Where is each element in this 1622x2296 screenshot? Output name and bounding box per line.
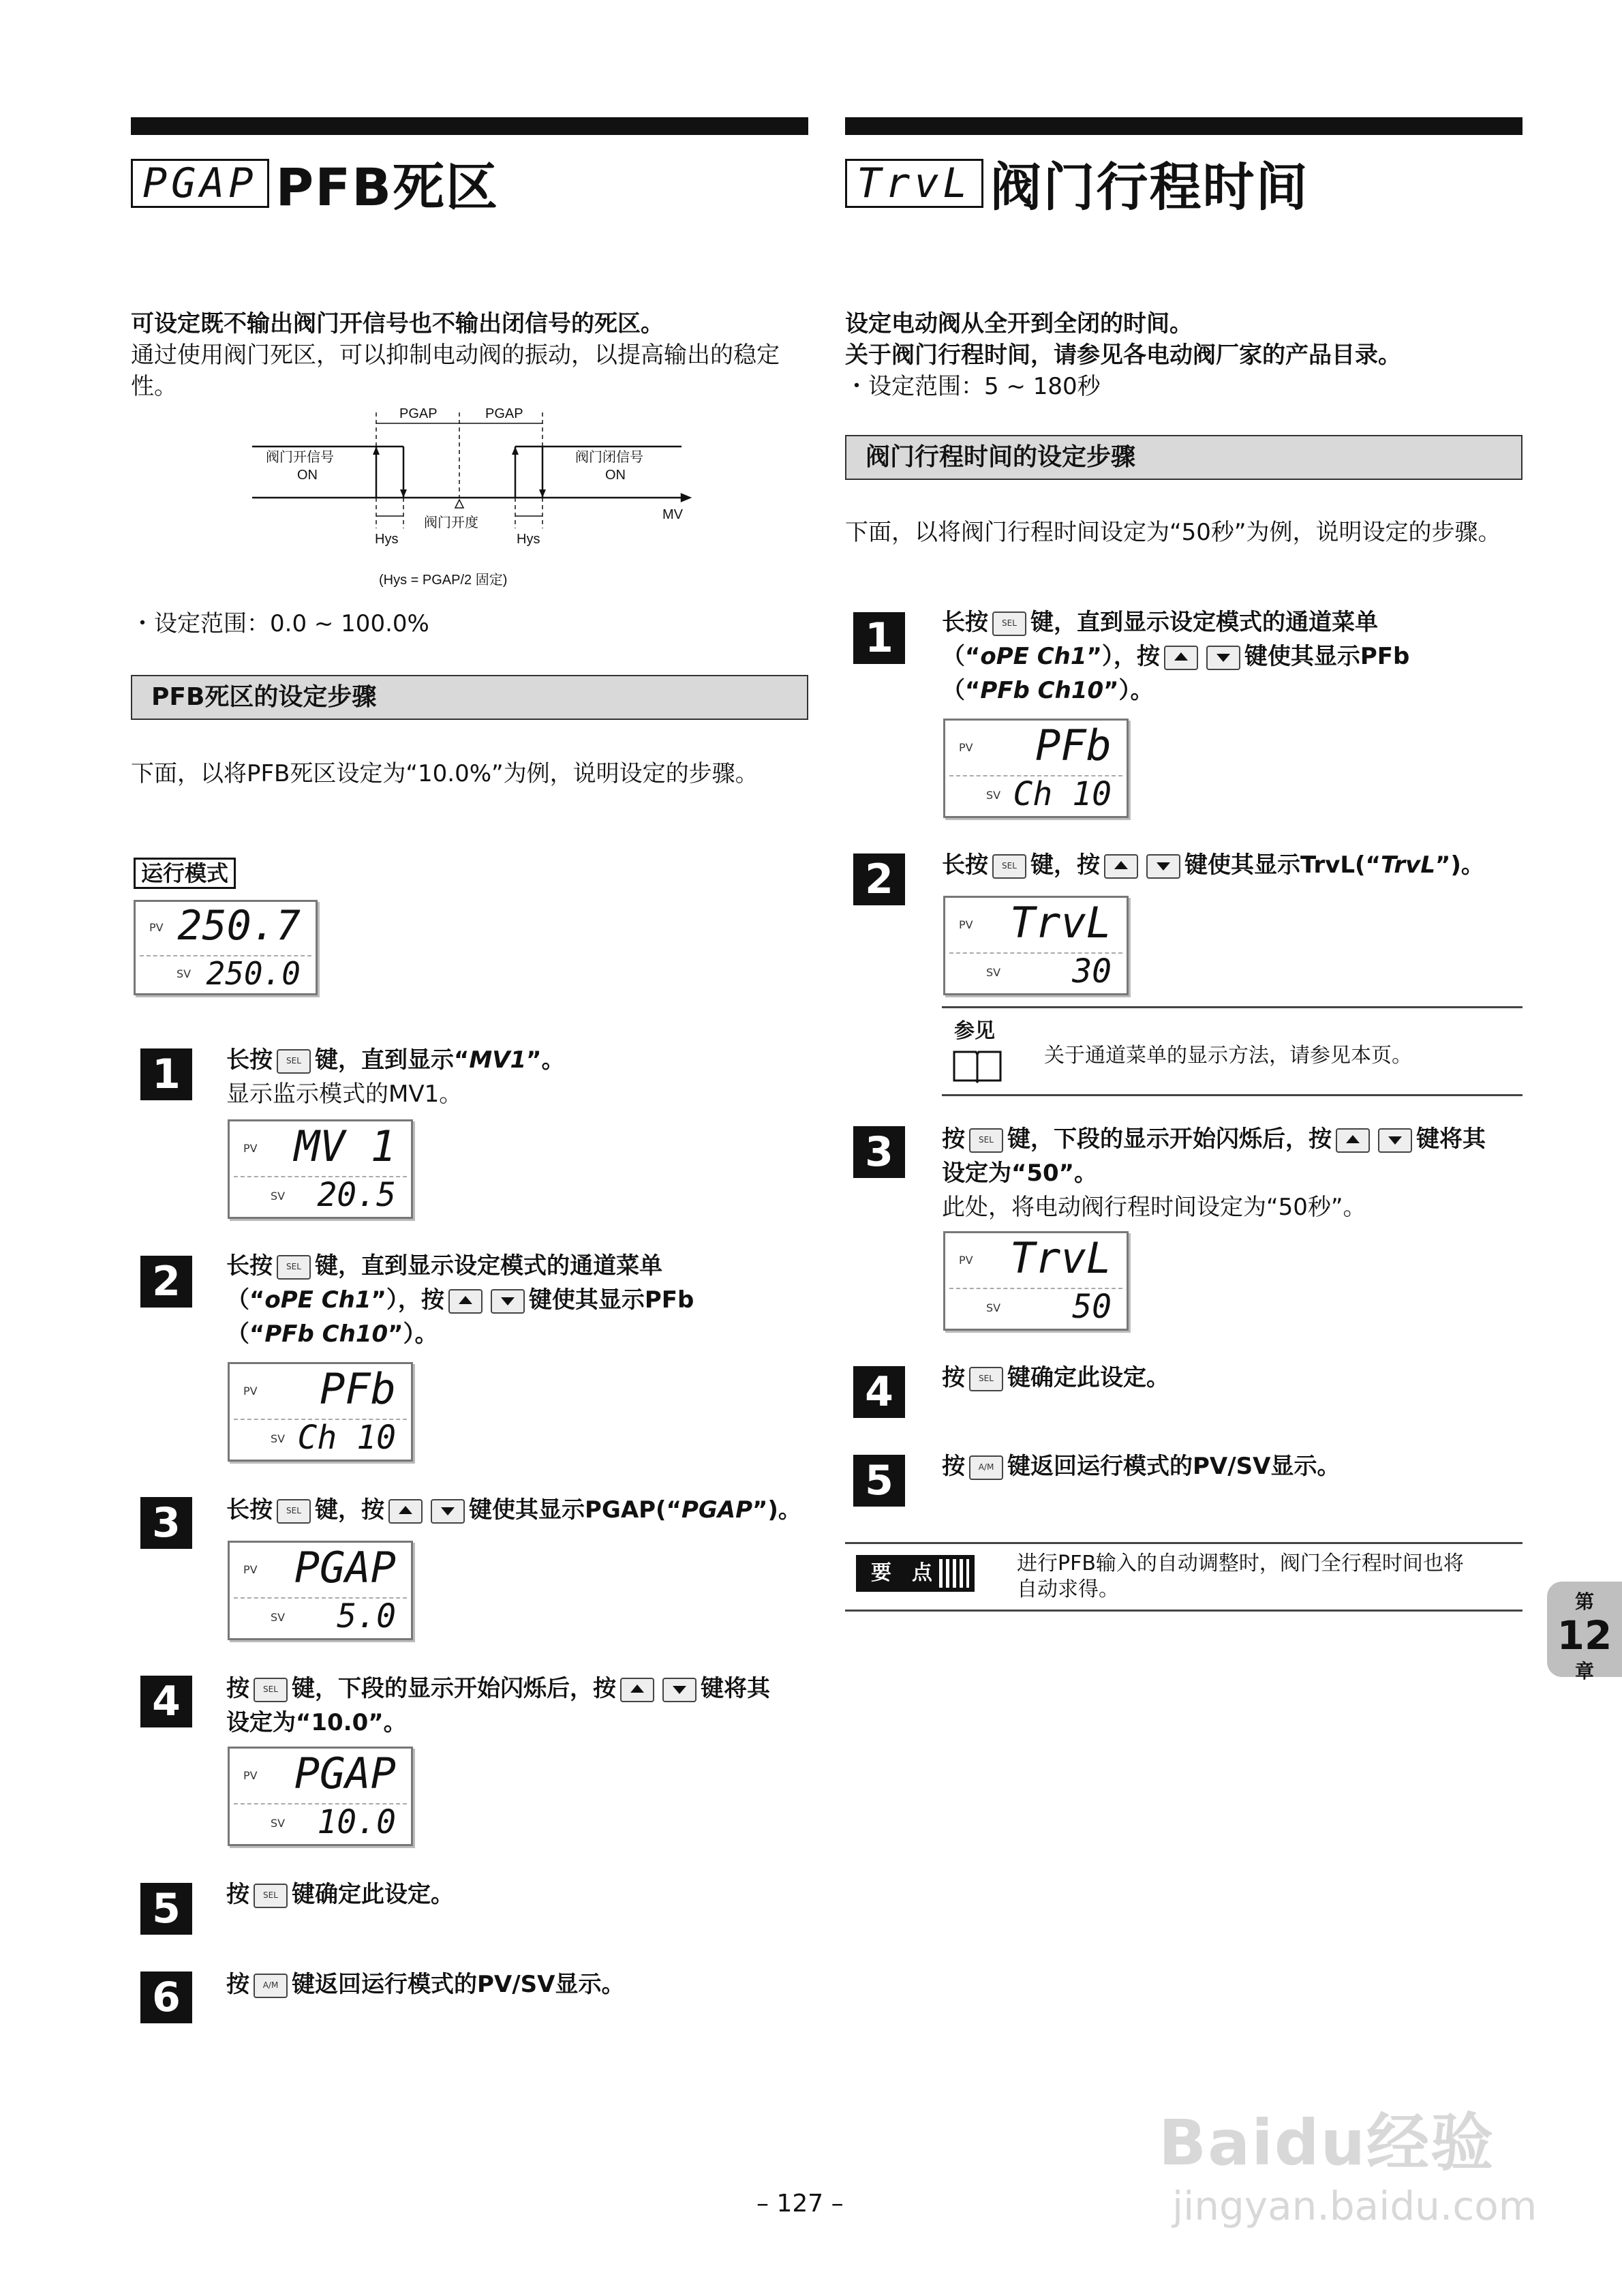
sel-key-icon: SEL xyxy=(277,1255,311,1280)
up-key-icon xyxy=(620,1678,654,1702)
sv-value: 30 xyxy=(1072,952,1112,991)
up-key-icon xyxy=(1164,646,1198,670)
open-signal-on: ON xyxy=(297,468,318,483)
mv-label: MV xyxy=(662,507,683,522)
pv-value: PGAP xyxy=(294,1749,396,1798)
left-intro-bold: 可设定既不输出阀门开信号也不输出闭信号的死区。 xyxy=(131,310,664,337)
pgap-left-label: PGAP xyxy=(399,406,438,421)
watermark-main: Baidu经验 xyxy=(1159,2106,1495,2179)
pgap-right-label: PGAP xyxy=(485,406,523,421)
diagram-caption: (Hys = PGAP/2 固定) xyxy=(379,573,508,588)
down-key-icon xyxy=(1378,1128,1412,1153)
point-stripes-icon xyxy=(939,1559,969,1588)
pv-value: PGAP xyxy=(294,1543,396,1592)
pv-value: 250.7 xyxy=(177,902,301,950)
step-5-text: 按 SEL 键确定此设定。 xyxy=(226,1881,454,1908)
sel-key-icon: SEL xyxy=(254,1678,288,1702)
pv-value: MV 1 xyxy=(294,1121,396,1171)
pgap-code-tag: PGAP xyxy=(131,159,269,208)
step-1-display: PV MV 1 SV 20.5 xyxy=(228,1119,413,1219)
step-number: 4 xyxy=(853,1366,905,1418)
close-signal-label: 阀门闭信号 xyxy=(575,450,643,465)
mv-axis-arrow xyxy=(682,494,690,501)
step-2-display: PV PFb SV Ch 10 xyxy=(228,1362,413,1462)
step-number: 2 xyxy=(140,1256,192,1308)
step-4-text: 按 SEL 键，下段的显示开始闪烁后，按 键将其 设定为“10.0”。 xyxy=(226,1675,770,1736)
valve-position-marker xyxy=(455,500,463,508)
left-intro xyxy=(131,308,806,402)
sel-key-icon: SEL xyxy=(277,1049,311,1074)
up-key-icon xyxy=(1104,854,1138,879)
reference-text: 关于通道菜单的显示方法，请参见本页。 xyxy=(1044,1044,1412,1068)
down-key-icon xyxy=(1146,854,1180,879)
left-title-rule xyxy=(131,117,808,135)
pv-value: TrvL xyxy=(1009,1233,1112,1283)
am-key-icon: A/M xyxy=(969,1455,1003,1480)
pv-value: PFb xyxy=(320,1364,396,1414)
step-3-display: PV PGAP SV 5.0 xyxy=(228,1541,413,1640)
left-title-text: PFB死区 xyxy=(275,157,500,217)
right-section-header: 阀门行程时间的设定步骤 xyxy=(845,435,1522,480)
sv-value: 5.0 xyxy=(337,1597,396,1635)
pv-label: PV xyxy=(149,921,164,934)
sel-key-icon: SEL xyxy=(969,1128,1003,1153)
step-2-text: 长按 SEL 键，直到显示设定模式的通道菜单 （“oPE Ch1”），按 键使其显示PFb （“PFb Ch10”）。 xyxy=(226,1252,694,1348)
right-step-1-display: PV PFb SV Ch 10 xyxy=(943,719,1129,818)
down-key-icon xyxy=(431,1499,465,1524)
hys-right-label: Hys xyxy=(517,532,540,547)
right-title-rule xyxy=(845,117,1522,135)
close-signal-on: ON xyxy=(605,468,626,483)
sv-value: Ch 10 xyxy=(1013,775,1112,813)
down-key-icon xyxy=(662,1678,697,1702)
step-number: 2 xyxy=(853,854,905,905)
valve-position-label: 阀门开度 xyxy=(424,515,478,530)
step-number: 1 xyxy=(853,612,905,664)
reference-note xyxy=(942,1006,1522,1096)
hys-left-label: Hys xyxy=(375,532,399,547)
run-mode-label: 运行模式 xyxy=(134,858,236,889)
page-number: – 127 – xyxy=(756,2190,844,2218)
sel-key-icon: SEL xyxy=(992,611,1026,636)
reference-label: 参见 xyxy=(954,1019,995,1043)
right-intro: 设定电动阀从全开到全闭的时间。 关于阀门行程时间，请参见各电动阀厂家的产品目录。 ・设定范围：5 ~ 180秒 xyxy=(845,310,1401,400)
sv-value: 250.0 xyxy=(206,955,301,992)
sel-key-icon: SEL xyxy=(277,1499,311,1524)
sv-value-blinking: 10.0 xyxy=(317,1803,396,1841)
down-key-icon xyxy=(491,1289,525,1314)
step-number: 6 xyxy=(140,1972,192,2023)
sel-key-icon: SEL xyxy=(969,1367,1003,1391)
right-step-2-text: 长按 SEL 键，按 键使其显示TrvL(“TrvL”)。 xyxy=(942,851,1484,879)
step-3-text: 长按 SEL 键，按 键使其显示PGAP(“PGAP”)。 xyxy=(226,1496,801,1524)
pv-value: PFb xyxy=(1035,721,1112,770)
right-step-4-text: 按 SEL 键确定此设定。 xyxy=(942,1364,1169,1391)
down-key-icon xyxy=(1206,646,1240,670)
run-mode-display xyxy=(134,900,318,995)
step-1-text: 长按 SEL 键，直到显示“MV1”。 显示监示模式的MV1。 xyxy=(226,1046,565,1108)
pv-value: TrvL xyxy=(1009,898,1112,948)
trvl-code-tag: TrvL xyxy=(845,159,983,208)
left-example: 下面，以将PFB死区设定为“10.0%”为例，说明设定的步骤。 xyxy=(131,760,759,787)
right-title-text: 阀门行程时间 xyxy=(990,157,1309,217)
right-step-3-text: 按 SEL 键，下段的显示开始闪烁后，按 键将其 设定为“50”。 此处，将电动阀行程时间设定为“50秒”。 xyxy=(942,1126,1486,1221)
up-key-icon xyxy=(388,1499,423,1524)
sv-value: Ch 10 xyxy=(297,1419,396,1457)
chapter-tab-top: 第 xyxy=(1574,1590,1594,1613)
step-1-sub: 显示监示模式的MV1。 xyxy=(226,1081,463,1108)
chapter-tab-bottom: 章 xyxy=(1574,1660,1594,1682)
left-intro-text: 通过使用阀门死区，可以抑制电动阀的振动，以提高输出的稳定性。 xyxy=(131,342,780,400)
sv-value-blinking: 50 xyxy=(1072,1288,1112,1326)
sel-key-icon: SEL xyxy=(254,1884,288,1908)
point-box xyxy=(845,1542,1522,1612)
left-section-header: PFB死区的设定步骤 xyxy=(131,675,808,720)
point-label: 要 点 xyxy=(856,1555,975,1592)
step-number: 1 xyxy=(140,1048,192,1100)
baidu-watermark xyxy=(1159,2093,1537,2229)
step-number: 5 xyxy=(853,1455,905,1507)
point-text: 进行PFB输入的自动调整时，阀门全行程时间也将 自动求得。 xyxy=(1017,1552,1464,1601)
left-range: ・设定范围：0.0 ~ 100.0% xyxy=(131,610,429,637)
up-key-icon xyxy=(1336,1128,1370,1153)
open-signal-label: 阀门开信号 xyxy=(266,450,334,465)
right-step-3-display: PV TrvL SV 50 xyxy=(943,1231,1129,1331)
step-number: 3 xyxy=(853,1126,905,1178)
pgap-deadband-diagram xyxy=(245,399,709,596)
step-number: 4 xyxy=(140,1676,192,1727)
am-key-icon: A/M xyxy=(254,1974,288,1998)
left-title xyxy=(131,146,499,220)
right-step-3-sub: 此处，将电动阀行程时间设定为“50秒”。 xyxy=(942,1194,1366,1221)
step-6-text: 按 A/M 键返回运行模式的PV/SV显示。 xyxy=(226,1971,625,1998)
up-key-icon xyxy=(448,1289,483,1314)
watermark-url: jingyan.baidu.com xyxy=(1172,2183,1537,2229)
step-number: 3 xyxy=(140,1497,192,1549)
sel-key-icon: SEL xyxy=(992,854,1026,879)
step-4-display: PV PGAP SV 10.0 xyxy=(228,1747,413,1846)
right-range: ・设定范围：5 ~ 180秒 xyxy=(845,373,1101,400)
right-step-5-text: 按 A/M 键返回运行模式的PV/SV显示。 xyxy=(942,1453,1341,1480)
sv-value: 20.5 xyxy=(317,1176,396,1214)
sv-label: SV xyxy=(177,967,192,980)
right-title xyxy=(845,146,1309,220)
right-step-2-display: PV TrvL SV 30 xyxy=(943,896,1129,995)
right-step-1-text: 长按 SEL 键，直到显示设定模式的通道菜单 （“oPE Ch1”），按 键使其显示PFb （“PFb Ch10”）。 xyxy=(942,609,1410,704)
chapter-tab xyxy=(1547,1582,1622,1682)
step-number: 5 xyxy=(140,1883,192,1935)
book-icon xyxy=(951,1048,1003,1083)
chapter-number: 12 xyxy=(1557,1612,1612,1659)
right-example: 下面，以将阀门行程时间设定为“50秒”为例，说明设定的步骤。 xyxy=(845,519,1501,546)
